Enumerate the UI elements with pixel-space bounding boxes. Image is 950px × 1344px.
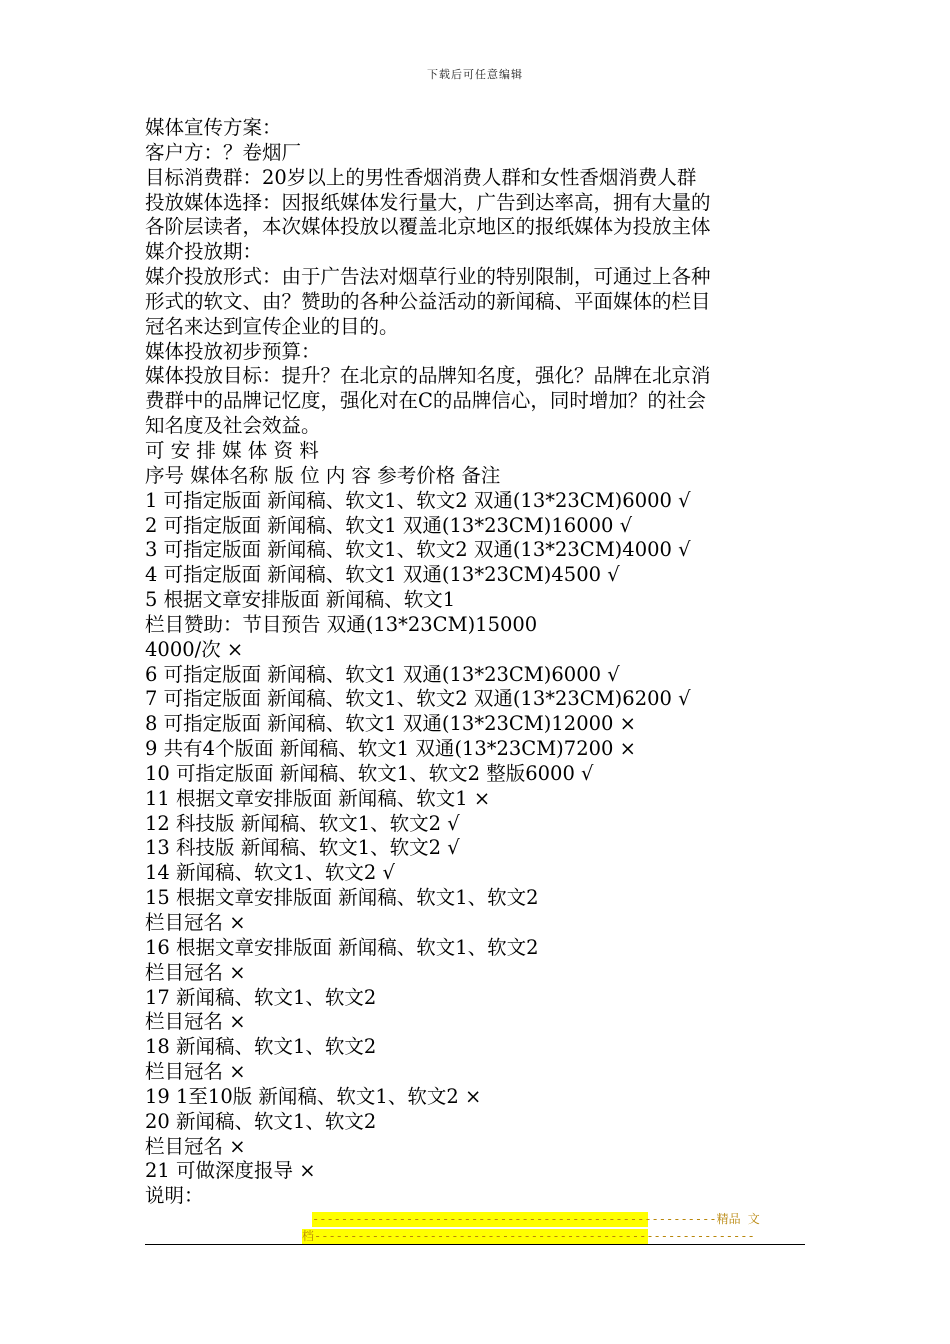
- doc-line-table-header: 序号 媒体名称 版 位 内 容 参考价格 备注: [145, 463, 501, 487]
- doc-line-period: 媒介投放期：: [145, 240, 263, 264]
- media-row: 16 根据文章安排版面 新闻稿、软文1、软文2: [145, 935, 539, 959]
- media-row: 栏目冠名 ×: [145, 911, 246, 934]
- media-row: 14 新闻稿、软文1、软文2 √: [145, 861, 395, 885]
- media-row: 15 根据文章安排版面 新闻稿、软文1、软文2: [145, 886, 539, 910]
- doc-line-section-heading: 可 安 排 媒 体 资 料: [145, 438, 319, 462]
- media-row: 5 根据文章安排版面 新闻稿、软文1: [145, 588, 456, 612]
- media-row: 20 新闻稿、软文1、软文2: [145, 1109, 377, 1133]
- media-row: 12 科技版 新闻稿、软文1、软文2 √: [145, 811, 460, 835]
- document-body: [145, 116, 805, 1209]
- doc-line-media-choice: 投放媒体选择：因报纸媒体发行量大，广告到达率高，拥有大量的: [145, 190, 711, 214]
- media-row: 21 可做深度报导 ×: [145, 1159, 316, 1183]
- media-row: 11 根据文章安排版面 新闻稿、软文1 ×: [145, 786, 491, 810]
- doc-line-goal-cont-2: 知名度及社会效益。: [145, 414, 321, 438]
- footer-divider: [145, 1244, 805, 1245]
- media-row: 18 新闻稿、软文1、软文2: [145, 1035, 377, 1059]
- page-header-note: 下载后可任意编辑: [427, 68, 523, 81]
- footer-highlight-line-2: 档-------------------------------------------------------------: [302, 1229, 755, 1243]
- media-row: 1 可指定版面 新闻稿、软文1、软文2 双通(13*23CM)6000 √: [145, 488, 691, 512]
- doc-line-form-cont-2: 冠名来达到宣传企业的目的。: [145, 314, 399, 338]
- doc-line-budget: 媒体投放初步预算：: [145, 339, 321, 363]
- doc-line-client: 客户方：？卷烟厂: [145, 140, 302, 164]
- media-row: 9 共有4个版面 新闻稿、软文1 双通(13*23CM)7200 ×: [145, 737, 636, 761]
- media-row: 7 可指定版面 新闻稿、软文1、软文2 双通(13*23CM)6200 √: [145, 687, 691, 711]
- doc-line-form: 媒介投放形式：由于广告法对烟草行业的特别限制，可通过上各种: [145, 265, 711, 289]
- media-row: 8 可指定版面 新闻稿、软文1 双通(13*23CM)12000 ×: [145, 712, 636, 736]
- media-row: 10 可指定版面 新闻稿、软文1、软文2 整版6000 √: [145, 761, 594, 785]
- media-row: 17 新闻稿、软文1、软文2: [145, 985, 377, 1009]
- media-row: 13 科技版 新闻稿、软文1、软文2 √: [145, 836, 460, 860]
- doc-line-goal-cont-1: 费群中的品牌记忆度，强化对在C的品牌信心，同时增加？的社会: [145, 389, 706, 413]
- footer-highlight-line-1: --------------------------------------------------------精品 文: [312, 1212, 760, 1226]
- media-row: 2 可指定版面 新闻稿、软文1 双通(13*23CM)16000 √: [145, 513, 633, 537]
- doc-line-goal: 媒体投放目标：提升？在北京的品牌知名度，强化？品牌在北京消: [145, 364, 711, 388]
- media-row: 4000/次 ×: [145, 637, 244, 661]
- media-row: 4 可指定版面 新闻稿、软文1 双通(13*23CM)4500 √: [145, 563, 620, 587]
- media-row: 3 可指定版面 新闻稿、软文1、软文2 双通(13*23CM)4000 √: [145, 538, 691, 562]
- doc-line-target-group: 目标消费群：20岁以上的男性香烟消费人群和女性香烟消费人群: [145, 165, 697, 189]
- media-row: 栏目冠名 ×: [145, 1060, 246, 1084]
- media-row: 19 1至10版 新闻稿、软文1、软文2 ×: [145, 1084, 482, 1108]
- doc-line-notes: 说明：: [145, 1184, 204, 1208]
- doc-line-form-cont-1: 形式的软文、由？赞助的各种公益活动的新闻稿、平面媒体的栏目: [145, 289, 711, 313]
- media-row: 栏目冠名 ×: [145, 1010, 246, 1034]
- doc-line-media-choice-cont: 各阶层读者，本次媒体投放以覆盖北京地区的报纸媒体为投放主体: [145, 215, 711, 239]
- media-row: 栏目冠名 ×: [145, 960, 246, 984]
- media-row: 6 可指定版面 新闻稿、软文1 双通(13*23CM)6000 √: [145, 662, 620, 686]
- doc-line-title: 媒体宣传方案：: [145, 116, 282, 139]
- media-row: 栏目冠名 ×: [145, 1134, 246, 1158]
- media-row: 栏目赞助：节目预告 双通(13*23CM)15000: [145, 612, 538, 636]
